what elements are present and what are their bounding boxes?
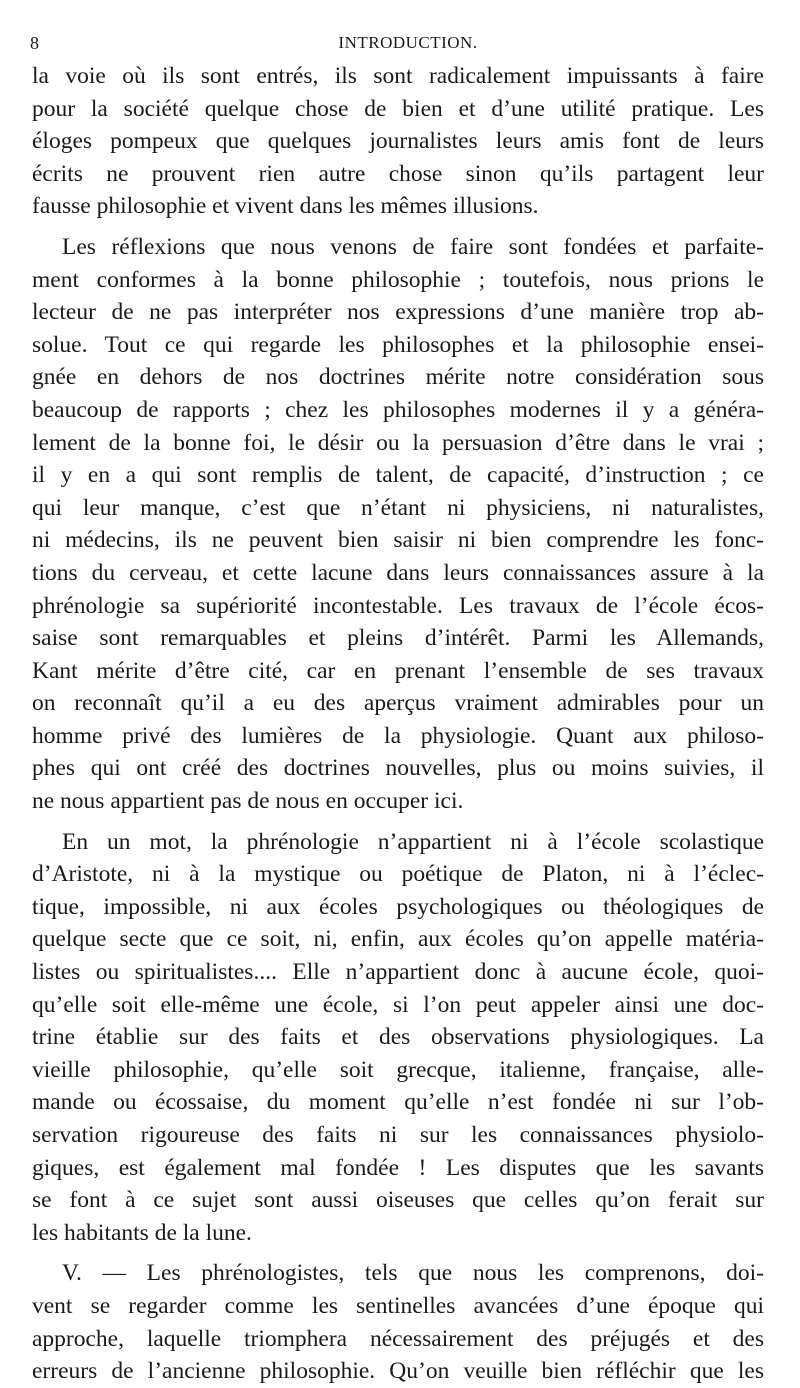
text-line: éloges pompeux que quelques journalistes leurs amis font de leurs	[32, 128, 764, 155]
running-title: INTRODUCTION.	[338, 33, 478, 52]
paragraph	[32, 826, 764, 1250]
text-line: la voie où ils sont entrés, ils sont radicalement impuissants à faire	[32, 63, 764, 89]
text-line: tions du cerveau, et cette lacune dans leurs connaissances assure à la	[32, 559, 764, 586]
text-line: servation rigoureuse des faits ni sur les connaissances physiolo-	[32, 1122, 764, 1148]
text-line: phes qui ont créé des doctrines nouvelles, plus ou moins suivies, il	[32, 755, 764, 782]
running-head	[30, 30, 786, 56]
text-line: saise sont remarquables et pleins d’intérêt. Parmi les Allemands,	[32, 625, 764, 652]
text-line: erreurs de l’ancienne philosophie. Qu’on veuille bien réfléchir que les	[32, 1358, 764, 1385]
text-line: En un mot, la phrénologie n’appartient ni à l’école scolastique	[62, 828, 764, 855]
text-line: Les réflexions que nous venons de faire sont fondées et parfaite-	[62, 233, 764, 260]
paragraph	[32, 1257, 764, 1387]
text-line: se font à ce sujet sont aussi oiseuses que celles qu’on ferait sur	[32, 1187, 764, 1214]
text-line: phrénologie sa supériorité incontestable. Les travaux de l’école écos-	[32, 592, 764, 619]
text-line: V. — Les phrénologistes, tels que nous les comprenons, doi-	[62, 1260, 764, 1287]
text-line: qu’elle soit elle-même une école, si l’on peut appeler ainsi une doc-	[32, 991, 764, 1018]
paragraph	[32, 231, 764, 818]
text-line: beaucoup de rapports ; chez les philosophes modernes il y a généra-	[32, 396, 764, 423]
page-number: 8	[30, 33, 39, 53]
text-line: pour la société quelque chose de bien et d’une utilité pratique. Les	[32, 95, 764, 122]
text-line: fausse philosophie et vivent dans les mêmes illusions.	[32, 193, 539, 220]
paragraph	[32, 60, 764, 223]
text-line: mande ou écossaise, du moment qu’elle n’est fondée ni sur l’ob-	[32, 1089, 764, 1116]
text-line: ment conformes à la bonne philosophie ; toutefois, nous prions le	[32, 266, 764, 293]
text-line: vent se regarder comme les sentinelles avancées d’une époque qui	[32, 1292, 764, 1319]
body-text	[32, 60, 764, 1388]
text-line: on reconnaît qu’il a eu des aperçus vraiment admirables pour un	[32, 690, 764, 717]
text-line: vieille philosophie, qu’elle soit grecque, italienne, française, alle-	[32, 1056, 764, 1083]
text-line: écrits ne prouvent rien autre chose sinon qu’ils partagent leur	[32, 160, 764, 187]
text-line: il y en a qui sont remplis de talent, de capacité, d’instruction ; ce	[32, 462, 764, 489]
text-line: listes ou spiritualistes.... Elle n’appartient donc à aucune école, quoi-	[32, 959, 764, 986]
text-line: trine établie sur des faits et des observations physiologiques. La	[32, 1024, 764, 1051]
text-line: solue. Tout ce qui regarde les philosophes et la philosophie ensei-	[32, 331, 764, 358]
text-line: les habitants de la lune.	[32, 1219, 252, 1246]
text-line: lecteur de ne pas interpréter nos expressions d’une manière trop ab-	[32, 299, 764, 326]
text-line: approche, laquelle triomphera nécessairement des préjugés et des	[32, 1325, 764, 1352]
text-line: Kant mérite d’être cité, car en prenant l’ensemble de ses travaux	[32, 657, 764, 684]
text-line: giques, est également mal fondée ! Les disputes que les savants	[32, 1154, 764, 1181]
text-line: quelque secte que ce soit, ni, enfin, aux écoles qu’on appelle matéria-	[32, 926, 764, 953]
text-line: ne nous appartient pas de nous en occuper ici.	[32, 788, 464, 815]
text-line: lement de la bonne foi, le désir ou la persuasion d’être dans le vrai ;	[32, 429, 764, 456]
text-line: gnée en dehors de nos doctrines mérite notre considération sous	[32, 364, 764, 391]
text-line: qui leur manque, c’est que n’étant ni physiciens, ni naturalistes,	[32, 494, 764, 521]
text-line: homme privé des lumières de la physiologie. Quant aux philoso-	[32, 722, 764, 749]
text-line: d’Aristote, ni à la mystique ou poétique de Platon, ni à l’éclec-	[32, 861, 764, 888]
text-line: ni médecins, ils ne peuvent bien saisir ni bien comprendre les fonc-	[32, 527, 764, 554]
text-line: tique, impossible, ni aux écoles psychologiques ou théologiques de	[32, 893, 764, 920]
